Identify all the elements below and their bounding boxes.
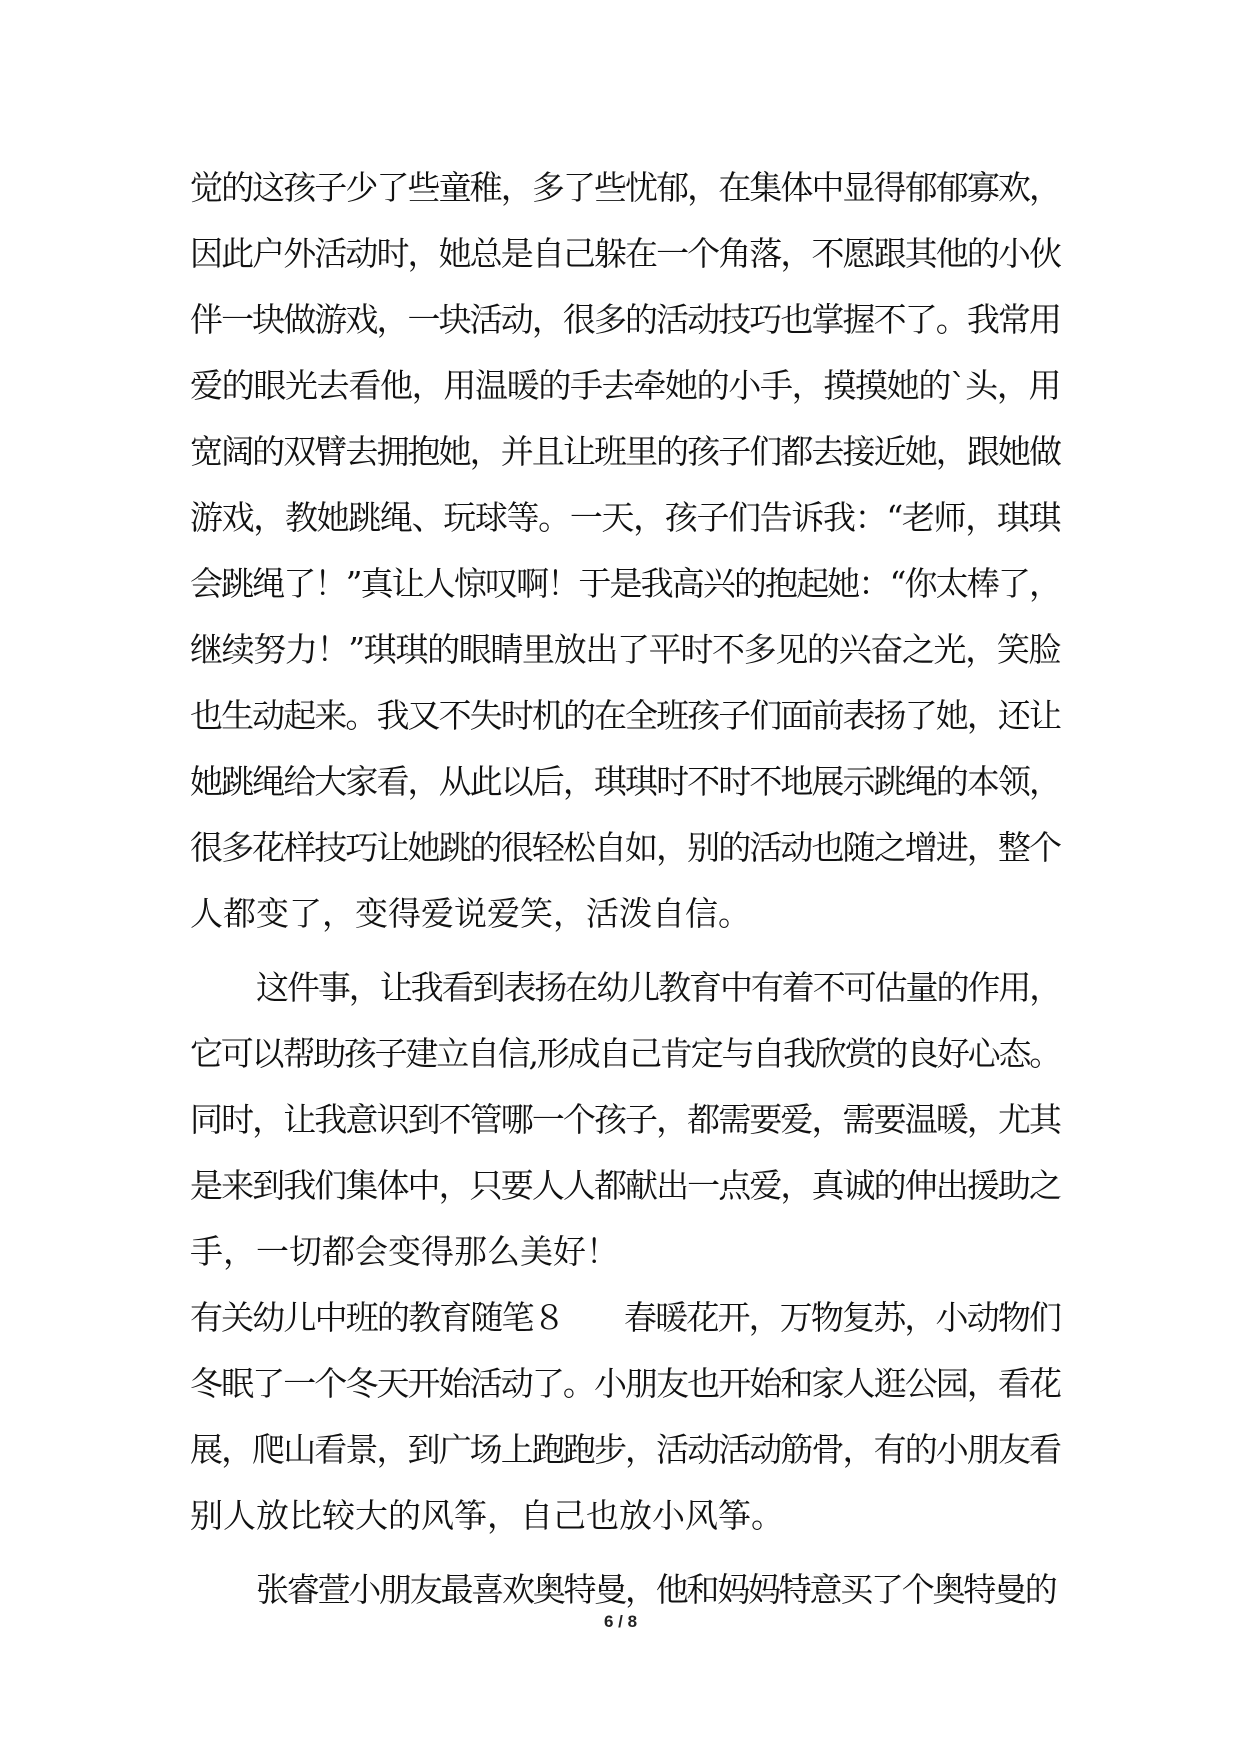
text-line: 这件事，让我看到表扬在幼儿教育中有着不可估量的作用， [256,968,1060,1007]
text-line: 她跳绳给大家看，从此以后，琪琪时不时不地展示跳绳的本领， [190,762,1060,801]
text-line: 因此户外活动时，她总是自己躲在一个角落，不愿跟其他的小伙 [190,234,1060,273]
text-line: 会跳绳了！”真让人惊叹啊！于是我高兴的抱起她：“你太棒了， [190,564,1060,603]
section-heading-line [190,1285,1060,1351]
text-line: 冬眠了一个冬天开始活动了。小朋友也开始和家人逛公园，看花 [190,1364,1060,1403]
body-text [190,155,1060,1623]
text-line: 是来到我们集体中，只要人人都献出一点爱，真诚的伸出援助之 [190,1166,1060,1205]
paragraph-1 [190,155,1060,947]
text-line: 手，一切都会变得那么美好！ [190,1232,619,1271]
section-heading: 有关幼儿中班的教育随笔８ [190,1298,564,1337]
text-line: 也生动起来。我又不失时机的在全班孩子们面前表扬了她，还让 [190,696,1060,735]
text-line: 张睿萱小朋友最喜欢奥特曼，他和妈妈特意买了个奥特曼的 [256,1570,1056,1609]
text-line: 宽阔的双臂去拥抱她，并且让班里的孩子们都去接近她，跟她做 [190,432,1060,471]
page-number: 6 / 8 [603,1612,638,1631]
text-line: 游戏，教她跳绳、玩球等。一天，孩子们告诉我：“老师，琪琪 [190,498,1060,537]
text-line: 同时，让我意识到不管哪一个孩子，都需要爱，需要温暖，尤其 [190,1100,1060,1139]
text-line: 别人放比较大的风筝，自己也放小风筝。 [190,1496,784,1535]
text-line: 它可以帮助孩子建立自信,形成自己肯定与自我欣赏的良好心态。 [190,1034,1060,1073]
section-8 [190,1285,1060,1549]
text-line: 伴一块做游戏，一块活动，很多的活动技巧也掌握不了。我常用 [190,300,1060,339]
paragraph-2 [190,955,1060,1285]
text-line: 继续努力！”琪琪的眼睛里放出了平时不多见的兴奋之光，笑脸 [190,630,1060,669]
text-line: 展，爬山看景，到广场上跑跑步，活动活动筋骨，有的小朋友看 [190,1430,1060,1469]
text-line: 爱的眼光去看他，用温暖的手去牵她的小手，摸摸她的`头，用 [190,366,1060,405]
section-first-line-text: 春暖花开，万物复苏，小动物们 [623,1298,1061,1337]
text-line: 人都变了，变得爱说爱笑，活泼自信。 [190,894,751,933]
text-line: 觉的这孩子少了些童稚，多了些忧郁，在集体中显得郁郁寡欢， [190,168,1060,207]
text-line: 很多花样技巧让她跳的很轻松自如，别的活动也随之增进，整个 [190,828,1060,867]
